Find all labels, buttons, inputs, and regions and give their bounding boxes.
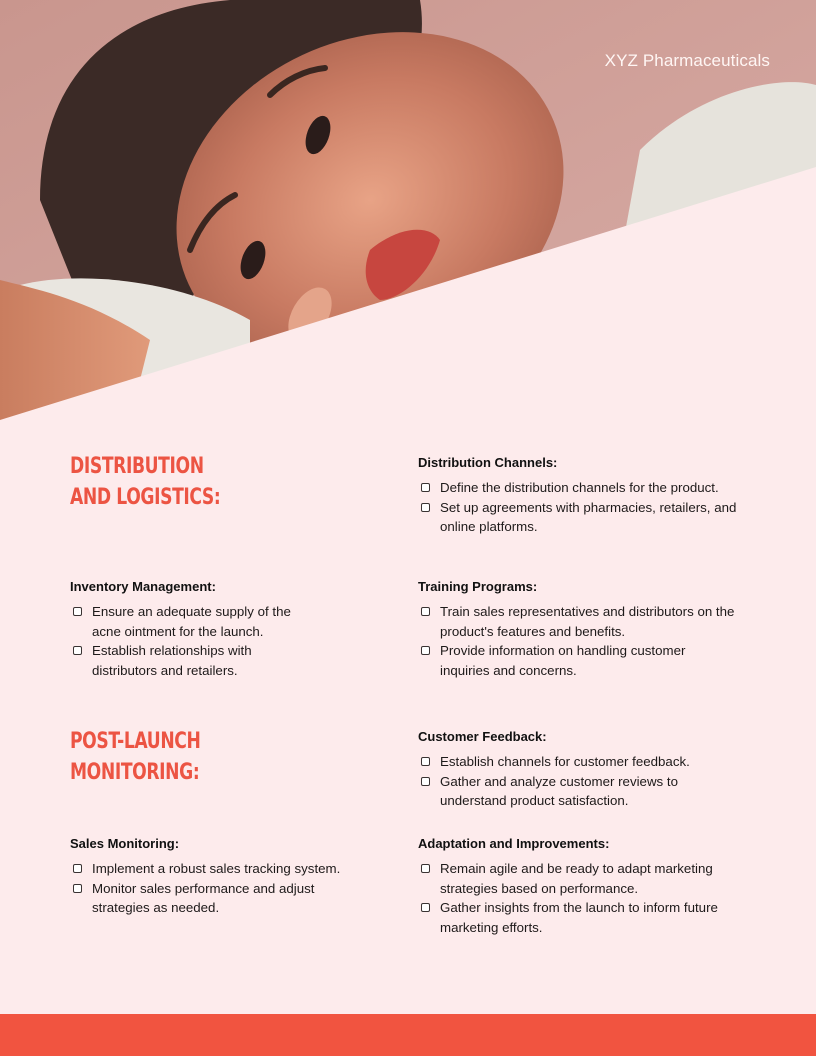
- checkbox[interactable]: [421, 864, 430, 873]
- hero-image: [0, 0, 816, 420]
- block-heading: Inventory Management:: [70, 579, 216, 594]
- checklist-item: [70, 641, 310, 680]
- block-adaptation-improvements: [418, 835, 738, 937]
- item-text: Define the distribution channels for the product.: [440, 480, 719, 495]
- block-inventory-management: [70, 578, 310, 680]
- checkbox[interactable]: [73, 646, 82, 655]
- block-training-programs: [418, 578, 738, 680]
- checkbox[interactable]: [421, 503, 430, 512]
- item-text: Gather and analyze customer reviews to understand product satisfaction.: [440, 773, 678, 809]
- block-heading: Training Programs:: [418, 579, 538, 594]
- checklist-item: [418, 641, 738, 680]
- item-text: Establish relationships with distributors and retailers.: [92, 643, 252, 678]
- checklist-item: [418, 498, 738, 537]
- section-title-line: DISTRIBUTION: [70, 454, 204, 479]
- checklist-item: [418, 772, 738, 811]
- block-heading: Sales Monitoring:: [70, 836, 180, 851]
- item-text: Provide information on handling customer inquiries and concerns.: [440, 643, 686, 678]
- block-distribution-channels: [418, 454, 738, 537]
- checkbox[interactable]: [421, 646, 430, 655]
- block-heading: Adaptation and Improvements:: [418, 836, 610, 851]
- item-text: Train sales representatives and distributors on the product's features and benefits.: [440, 604, 735, 639]
- item-text: Monitor sales performance and adjust strategies as needed.: [92, 880, 315, 916]
- checkbox[interactable]: [73, 864, 82, 873]
- checklist-item: [70, 859, 370, 879]
- checklist-item: [418, 859, 738, 898]
- checkbox[interactable]: [73, 884, 82, 893]
- block-heading: Customer Feedback:: [418, 729, 547, 744]
- checkbox[interactable]: [421, 483, 430, 492]
- section-title-distribution: [70, 451, 220, 513]
- section-title-line: AND LOGISTICS:: [70, 485, 221, 510]
- checklist-item: [418, 898, 738, 937]
- checkbox[interactable]: [421, 757, 430, 766]
- footer-bar: [0, 1014, 816, 1056]
- block-sales-monitoring: [70, 835, 370, 918]
- checklist-item: [70, 879, 370, 918]
- section-title-post-launch: [70, 726, 200, 788]
- section-title-line: POST-LAUNCH: [70, 729, 201, 754]
- item-text: Remain agile and be ready to adapt marketing strategies based on performance.: [440, 861, 713, 896]
- item-text: Ensure an adequate supply of the acne ointment for the launch.: [92, 604, 291, 639]
- checklist-item: [418, 478, 738, 498]
- checkbox[interactable]: [421, 607, 430, 616]
- checklist-item: [70, 602, 310, 641]
- item-text: Gather insights from the launch to inform future marketing efforts.: [440, 900, 718, 935]
- item-text: Implement a robust sales tracking system.: [92, 861, 341, 876]
- checklist-item: [418, 752, 738, 772]
- brand-name: XYZ Pharmaceuticals: [604, 51, 770, 70]
- section-title-line: MONITORING:: [70, 760, 200, 785]
- block-customer-feedback: [418, 728, 738, 811]
- item-text: Establish channels for customer feedback.: [440, 754, 690, 769]
- checklist-item: [418, 602, 738, 641]
- checkbox[interactable]: [73, 607, 82, 616]
- checkbox[interactable]: [421, 903, 430, 912]
- block-heading: Distribution Channels:: [418, 455, 558, 470]
- item-text: Set up agreements with pharmacies, retailers, and online platforms.: [440, 499, 737, 535]
- checkbox[interactable]: [421, 777, 430, 786]
